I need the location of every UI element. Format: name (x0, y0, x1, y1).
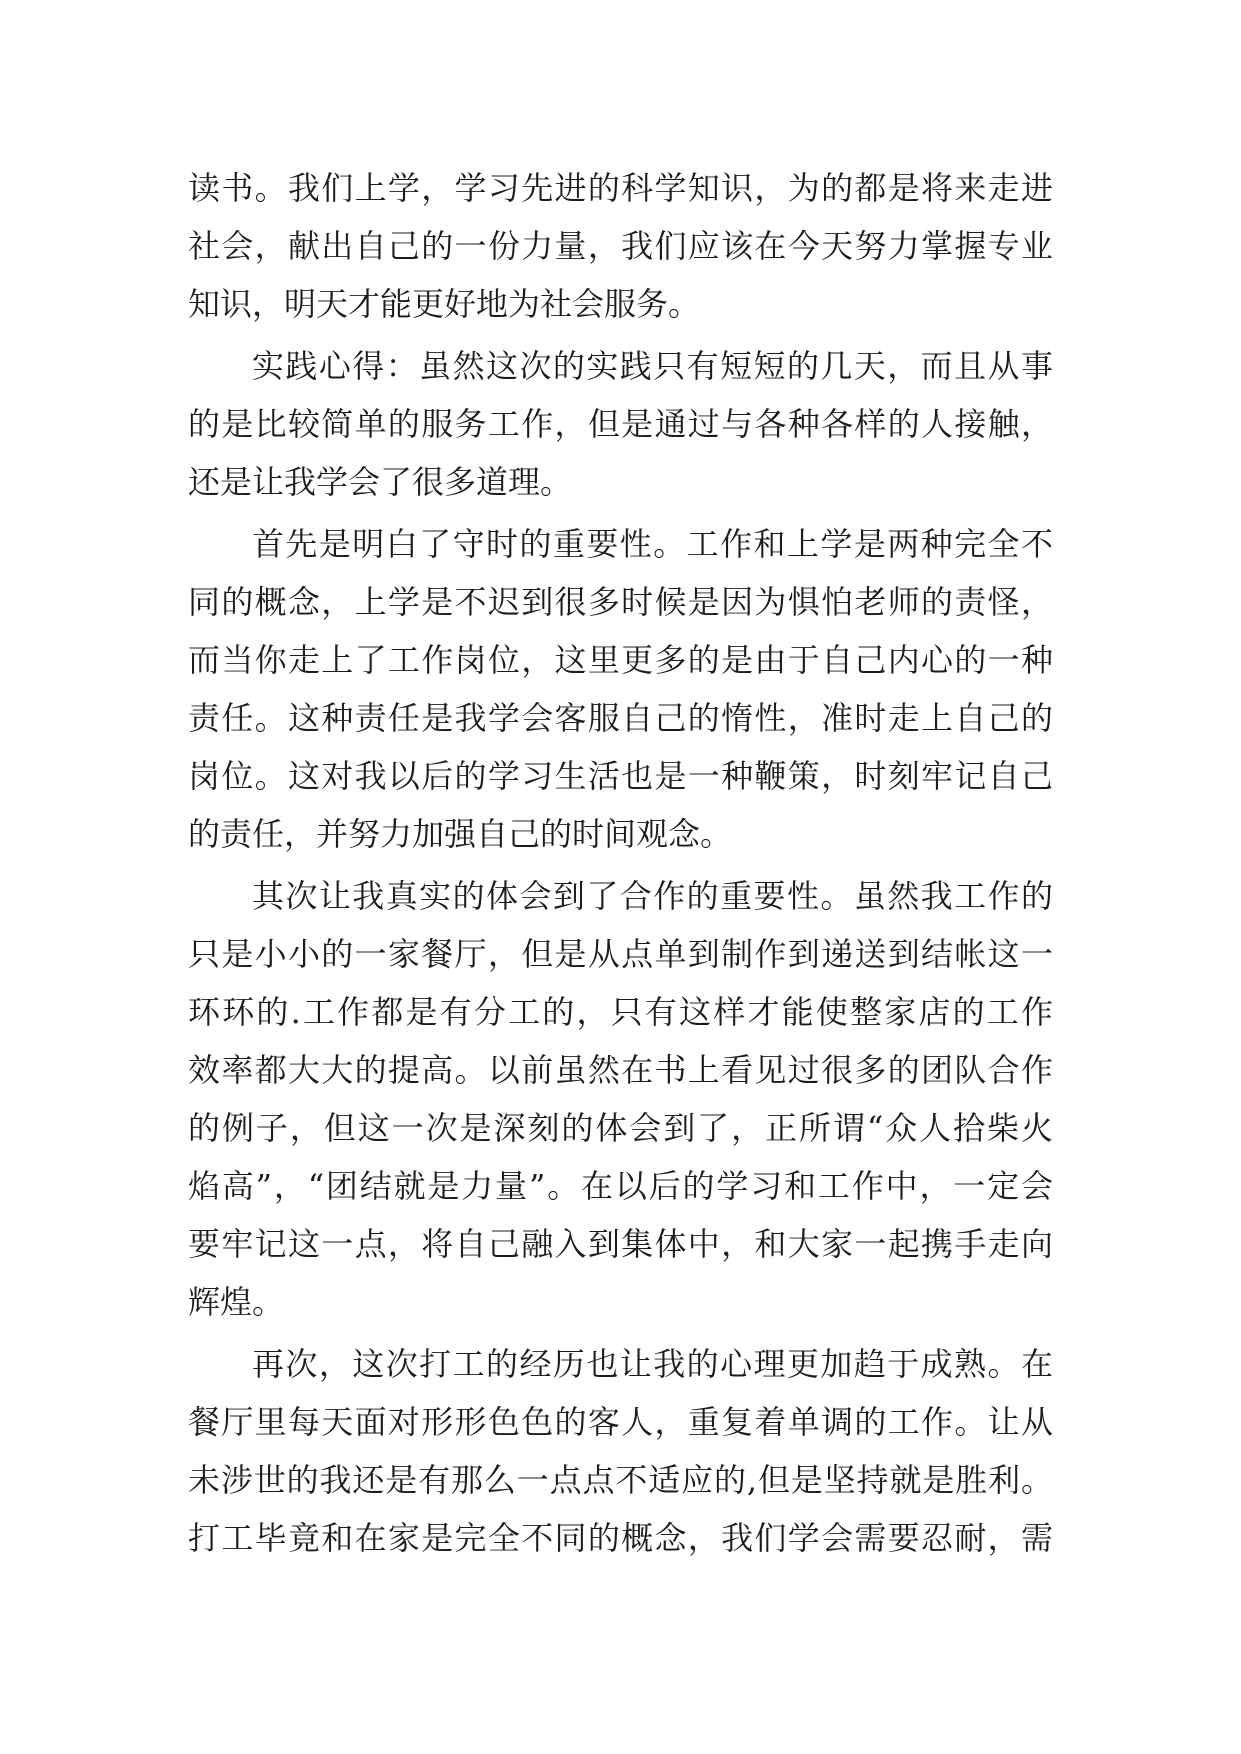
text-line: 只是小小的一家餐厅，但是从点单到制作到递送到结帐这一 (188, 935, 1053, 973)
text-line: 的责任，并努力加强自己的时间观念。 (188, 815, 733, 853)
text-line: 社会，献出自己的一份力量，我们应该在今天努力掌握专业 (188, 227, 1053, 265)
text-line: 的例子，但这一次是深刻的体会到了，正所谓“众人拾柴火 (188, 1109, 1053, 1147)
text-line: 环环的.工作都是有分工的，只有这样才能使整家店的工作 (188, 993, 1053, 1031)
text-line: 未涉世的我还是有那么一点点不适应的,但是坚持就是胜利。 (188, 1461, 1053, 1499)
text-line: 的是比较简单的服务工作，但是通过与各种各样的人接触， (188, 405, 1053, 443)
text-line: 焰高”，“团结就是力量”。在以后的学习和工作中，一定会 (188, 1167, 1053, 1205)
text-line: 岗位。这对我以后的学习生活也是一种鞭策，时刻牢记自己 (188, 757, 1053, 795)
text-line: 还是让我学会了很多道理。 (188, 463, 573, 501)
paragraph (188, 867, 1053, 1331)
text-line: 读书。我们上学，学习先进的科学知识，为的都是将来走进 (188, 169, 1053, 207)
text-line: 打工毕竟和在家是完全不同的概念，我们学会需要忍耐，需 (188, 1519, 1053, 1557)
paragraph (188, 159, 1053, 333)
text-line: 知识，明天才能更好地为社会服务。 (188, 285, 701, 323)
paragraph (188, 1335, 1053, 1567)
text-line: 而当你走上了工作岗位，这里更多的是由于自己内心的一种 (188, 641, 1053, 679)
paragraph (188, 515, 1053, 863)
text-line: 再次，这次打工的经历也让我的心理更加趋于成熟。在 (252, 1345, 1053, 1383)
text-line: 首先是明白了守时的重要性。工作和上学是两种完全不 (252, 525, 1053, 563)
text-line: 实践心得：虽然这次的实践只有短短的几天，而且从事 (252, 347, 1053, 385)
text-line: 要牢记这一点，将自己融入到集体中，和大家一起携手走向 (188, 1225, 1053, 1263)
text-line: 辉煌。 (188, 1283, 285, 1321)
text-line: 其次让我真实的体会到了合作的重要性。虽然我工作的 (252, 877, 1053, 915)
text-line: 同的概念，上学是不迟到很多时候是因为惧怕老师的责怪， (188, 583, 1053, 621)
text-line: 餐厅里每天面对形形色色的客人，重复着单调的工作。让从 (188, 1403, 1053, 1441)
paragraph (188, 337, 1053, 511)
text-line: 责任。这种责任是我学会客服自己的惰性，准时走上自己的 (188, 699, 1053, 737)
text-line: 效率都大大的提高。以前虽然在书上看见过很多的团队合作 (188, 1051, 1053, 1089)
